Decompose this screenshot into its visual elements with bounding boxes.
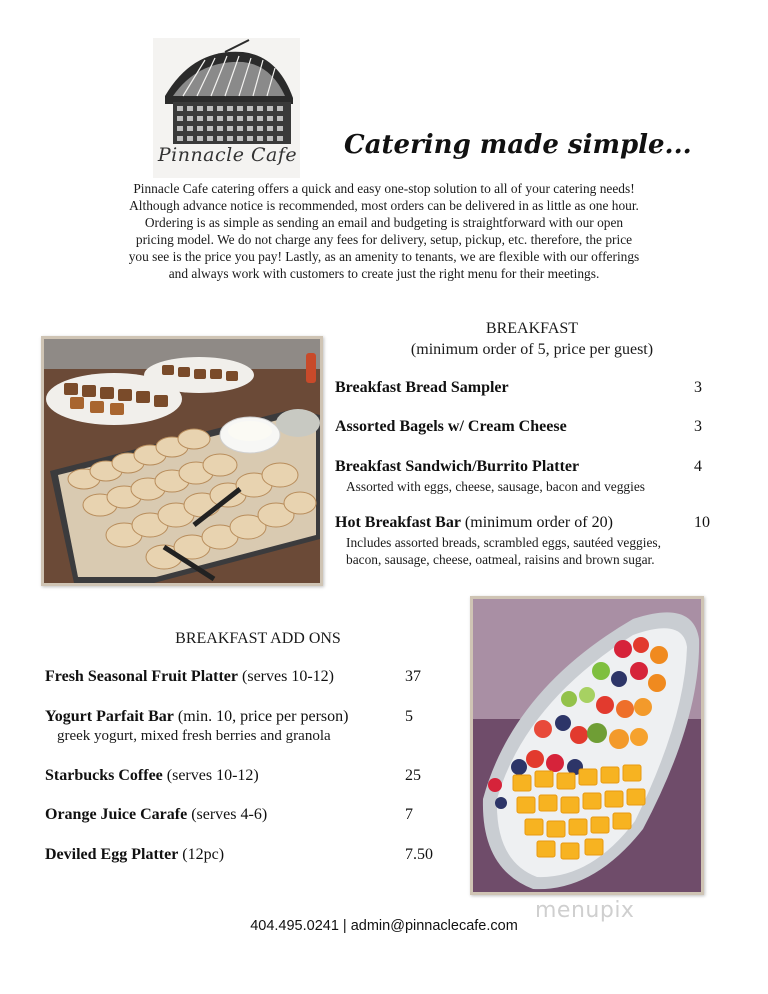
item-name: Deviled Egg Platter <box>45 846 179 863</box>
item-description: Assorted with eggs, cheese, sausage, bacon and veggies <box>346 479 645 494</box>
breakfast-pastries-photo <box>41 336 323 586</box>
menu-item-hot-breakfast-bar <box>335 514 613 532</box>
item-name: Breakfast Sandwich/Burrito Platter <box>335 458 580 475</box>
intro-paragraph: Pinnacle Cafe catering offers a quick and easy one-stop solution to all of your catering needs! Although advance notice is recommended, most orders can be delivered in as little as one hour. Ordering is as simple as sending an email and budgeting is straightforward with our open pricing model. We do not charge any fees for delivery, setup, pickup, etc. therefore, the price you see is the price you pay! Lastly, as an amenity to tenants, we are flexible with our offerings and always work with customers to create just the right menu for their meetings. <box>128 181 640 281</box>
item-price: 25 <box>405 767 421 784</box>
item-description: greek yogurt, mixed fresh berries and granola <box>57 728 331 744</box>
item-note: (min. 10, price per person) <box>173 708 349 725</box>
menu-item-yogurt-parfait <box>45 708 348 726</box>
item-price: 37 <box>405 668 421 685</box>
menu-item-bread-sampler <box>335 379 509 397</box>
item-note: (serves 10-12) <box>162 767 259 784</box>
item-name: Fresh Seasonal Fruit Platter <box>45 668 239 685</box>
item-price: 10 <box>694 514 710 531</box>
item-note: (serves 4-6) <box>187 806 268 823</box>
item-description: Includes assorted breads, scrambled eggs, sautéed veggies, bacon, sausage, cheese, oatmeal, raisins and brown sugar. <box>346 535 661 567</box>
item-name: Yogurt Parfait Bar <box>45 708 174 725</box>
item-name: Hot Breakfast Bar <box>335 514 461 531</box>
item-price: 7.50 <box>405 846 433 863</box>
tagline: Catering made simple... <box>344 130 692 160</box>
breakfast-subheading: (minimum order of 5, price per guest) <box>410 341 654 358</box>
breakfast-heading: BREAKFAST <box>485 320 579 337</box>
pinnacle-cafe-logo <box>153 38 300 178</box>
item-name: Orange Juice Carafe <box>45 806 188 823</box>
item-price: 5 <box>405 708 413 725</box>
contact-info: 404.495.0241 | admin@pinnaclecafe.com <box>250 918 518 934</box>
item-note: (12pc) <box>178 846 225 863</box>
menu-item-orange-juice <box>45 806 267 824</box>
breakfast-section-heading <box>400 318 664 360</box>
menu-item-deviled-egg <box>45 846 224 864</box>
building-illustration <box>153 38 300 144</box>
addons-heading: BREAKFAST ADD ONS <box>175 630 341 647</box>
watermark: menupix <box>535 898 635 923</box>
menu-item-bagels <box>335 418 567 436</box>
item-price: 4 <box>694 458 702 475</box>
item-name: Starbucks Coffee <box>45 767 163 784</box>
item-note: (serves 10-12) <box>238 668 334 685</box>
fruit-platter-photo <box>470 596 704 895</box>
item-note: (minimum order of 20) <box>460 514 613 531</box>
item-price: 3 <box>694 418 702 435</box>
item-price: 7 <box>405 806 413 823</box>
item-price: 3 <box>694 379 702 396</box>
menu-item-starbucks-coffee <box>45 767 259 785</box>
menu-item-fruit-platter <box>45 668 334 686</box>
item-name: Assorted Bagels w/ Cream Cheese <box>335 418 567 435</box>
item-name: Breakfast Bread Sampler <box>335 379 509 396</box>
menu-item-sandwich-platter <box>335 458 579 476</box>
logo-wordmark: Pinnacle Cafe <box>157 144 298 166</box>
